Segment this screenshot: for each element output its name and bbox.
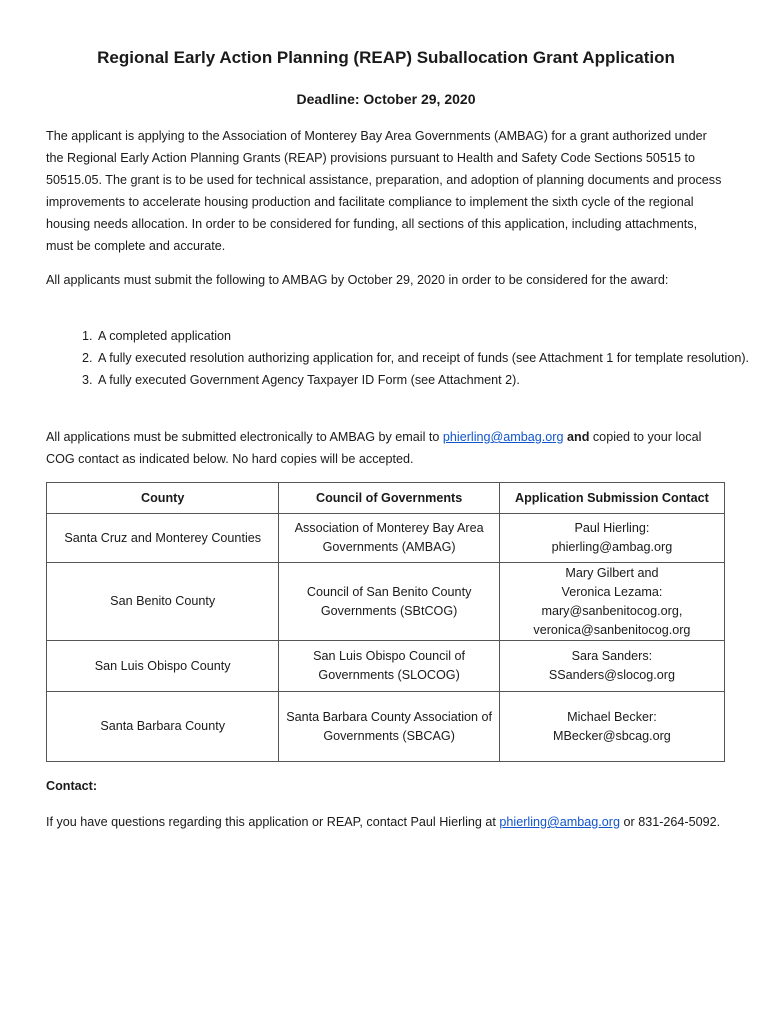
table-row	[47, 514, 725, 563]
contact-text-after: or 831-264-5092.	[620, 815, 721, 829]
cell-county: Santa Barbara County	[47, 692, 279, 762]
table-row	[47, 692, 725, 762]
contact-line: Veronica Lezama:	[561, 584, 663, 599]
cell-cog: San Luis Obispo Council of Governments (SLOCOG)	[279, 641, 499, 692]
requirement-item: 3. A fully executed Government Agency Taxpayer ID Form (see Attachment 2).	[96, 369, 770, 391]
contact-line: veronica@sanbenitocog.org	[533, 622, 691, 637]
cell-county: San Benito County	[47, 563, 279, 641]
requirements-list	[46, 325, 770, 391]
cell-cog: Council of San Benito County Governments (SBtCOG)	[279, 563, 499, 641]
cell-county: San Luis Obispo County	[47, 641, 279, 692]
contact-line: Paul Hierling:	[574, 521, 650, 535]
cell-cog: Santa Barbara County Association of Governments (SBCAG)	[279, 692, 499, 762]
contact-paragraph	[46, 811, 726, 833]
submission-email-link[interactable]: phierling@ambag.org	[442, 430, 564, 444]
requirement-item: 2. A fully executed resolution authorizing application for, and receipt of funds (see Attachment 1 for template resolution).	[96, 347, 770, 369]
submission-paragraph	[46, 426, 726, 470]
cell-cog: Association of Monterey Bay Area Governments (AMBAG)	[279, 514, 499, 563]
header-cog: Council of Governments	[279, 483, 499, 514]
submission-text: All applications must be submitted electronically to AMBAG by email to	[46, 430, 443, 444]
submission-bold-and: and	[567, 430, 590, 444]
header-contact: Application Submission Contact	[499, 483, 724, 514]
contact-email-link[interactable]: phierling@ambag.org	[499, 815, 621, 829]
contact-heading: Contact:	[46, 779, 98, 793]
submission-text-after: copied to your local COG contact as indicated below. No hard copies will be accepted.	[46, 430, 702, 466]
page-title: Regional Early Action Planning (REAP) Suballocation Grant Application	[97, 48, 675, 67]
cell-contact	[499, 692, 724, 762]
contact-line: phierling@ambag.org	[551, 540, 673, 554]
intro-paragraph: The applicant is applying to the Association of Monterey Bay Area Governments (AMBAG) for a grant authorized under the Regional Early Action Planning Grants (REAP) provisions pursuant to Health and Safety Code Sections 50515 to 50515.05. The grant is to be used for technical assistance, preparation, and adoption of planning documents and process improvements to accelerate housing production and facilitate compliance to implement the sixth cycle of the regional housing needs allocation. In order to be considered for funding, all sections of this application, including attachments, must be complete and accurate.	[46, 129, 722, 253]
cell-contact	[499, 514, 724, 563]
contact-line: Mary Gilbert and	[565, 565, 659, 580]
contact-line: SSanders@slocog.org	[548, 668, 676, 682]
cell-contact	[499, 563, 724, 641]
cell-county: Santa Cruz and Monterey Counties	[47, 514, 279, 563]
table-header-row	[47, 483, 725, 514]
header-county: County	[47, 483, 279, 514]
requirement-item: 1. A completed application	[96, 325, 770, 347]
deadline: Deadline: October 29, 2020	[296, 91, 476, 107]
cell-contact	[499, 641, 724, 692]
contact-line: Michael Becker:	[567, 709, 657, 724]
contact-line: MBecker@sbcag.org	[553, 728, 671, 743]
table-row	[47, 641, 725, 692]
requirements-intro: All applicants must submit the following to AMBAG by October 29, 2020 in order to be considered for the award:	[46, 273, 669, 287]
contact-line: mary@sanbenitocog.org,	[541, 603, 683, 618]
contact-line: Sara Sanders:	[571, 649, 653, 663]
contact-text: If you have questions regarding this application or REAP, contact Paul Hierling at	[46, 815, 500, 829]
table-row	[47, 563, 725, 641]
cog-contacts-table	[46, 482, 725, 762]
